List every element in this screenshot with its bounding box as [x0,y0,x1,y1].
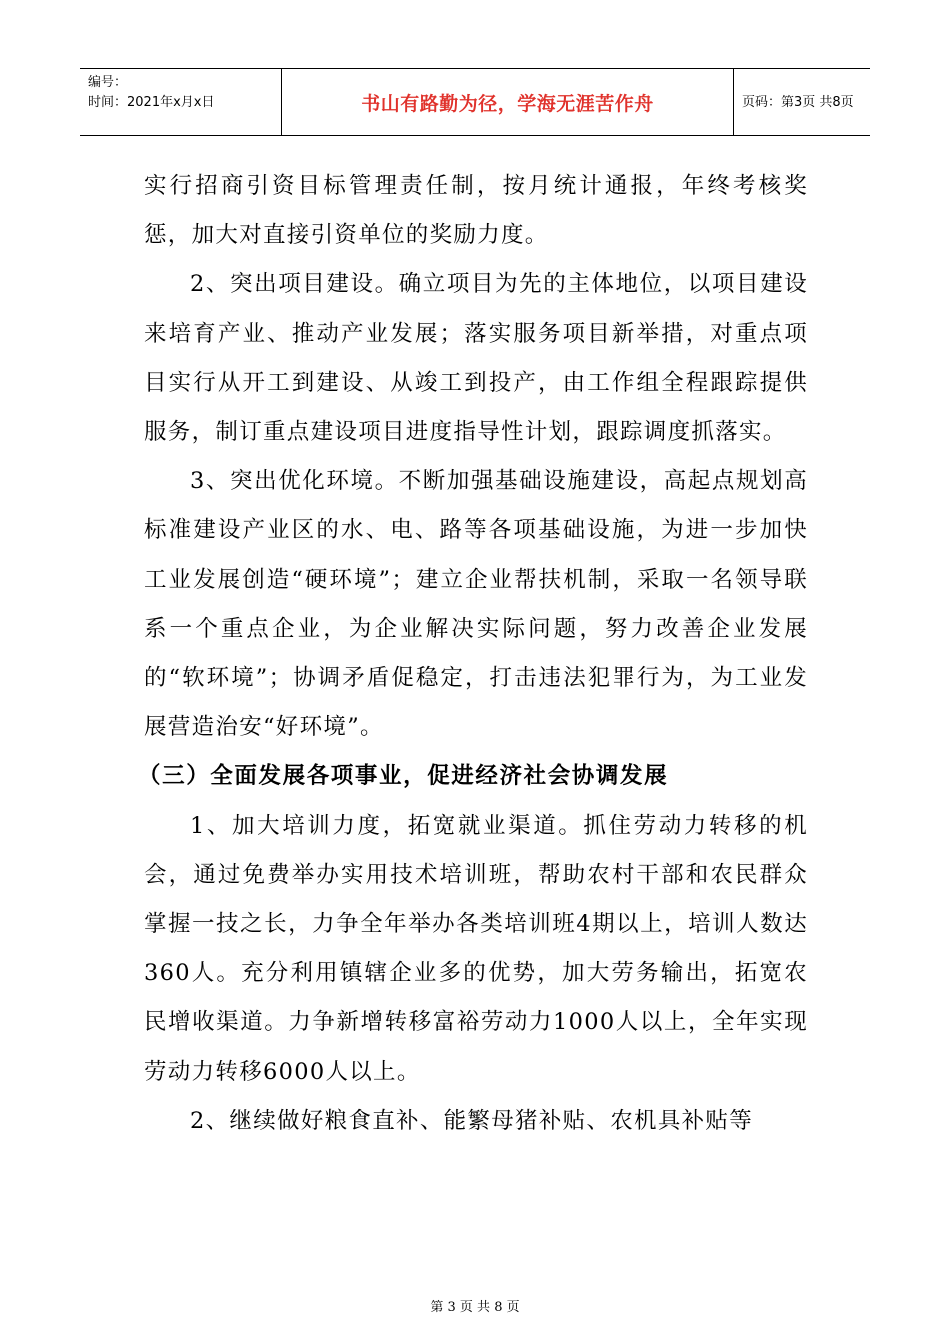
document-body [138,162,808,1146]
paragraph-continued: 实行招商引资目标管理责任制，按月统计通报，年终考核奖惩，加大对直接引资单位的奖励力度。 [144,173,808,249]
document-time-label: 时间：2021年x月x日 [88,95,215,110]
paragraph-training: 1、加大培训力度，拓宽就业渠道。抓住劳动力转移的机会，通过免费举办实用技术培训班，帮助农村干部和农民群众掌握一技之长，力争全年举办各类培训班4期以上，培训人数达360人。充分利用镇辖企业多的优势，加大劳务输出，拓宽农民增收渠道。力争新增转移富裕劳动力1000人以上，全年实现劳动力转移6000人以上。 [144,812,808,1085]
page-footer: 第 3 页 共 8 页 [430,1300,520,1315]
header-motto: 书山有路勤为径，学海无涯苦作舟 [361,92,654,115]
header-page-indicator: 页码：第3页 共8页 [742,94,854,110]
paragraph-optimize-environment: 3、突出优化环境。不断加强基础设施建设，高起点规划高标准建设产业区的水、电、路等各项基础设施，为进一步加快工业发展创造“硬环境”；建立企业帮扶机制，采取一名领导联系一个重点企业，为企业解决实际问题，努力改善企业发展的“软环境”；协调矛盾促稳定，打击违法犯罪行为，为工业发展营造治安“好环境”。 [144,468,808,741]
header-motto-cell [282,69,734,135]
header-info-cell [80,69,282,135]
header-pager-cell [734,69,870,135]
paragraph-project-construction: 2、突出项目建设。确立项目为先的主体地位，以项目建设来培育产业、推动产业发展；落实服务项目新举措，对重点项目实行从开工到建设、从竣工到投产，由工作组全程跟踪提供服务，制订重点建设项目进度指导性计划，跟踪调度抓落实。 [144,271,808,446]
paragraph-subsidies: 2、继续做好粮食直补、能繁母猪补贴、农机具补贴等 [190,1107,754,1134]
document-number-label: 编号： [88,75,128,90]
page-header [80,68,870,136]
section-heading: （三）全面发展各项事业，促进经济社会协调发展 [138,763,669,790]
